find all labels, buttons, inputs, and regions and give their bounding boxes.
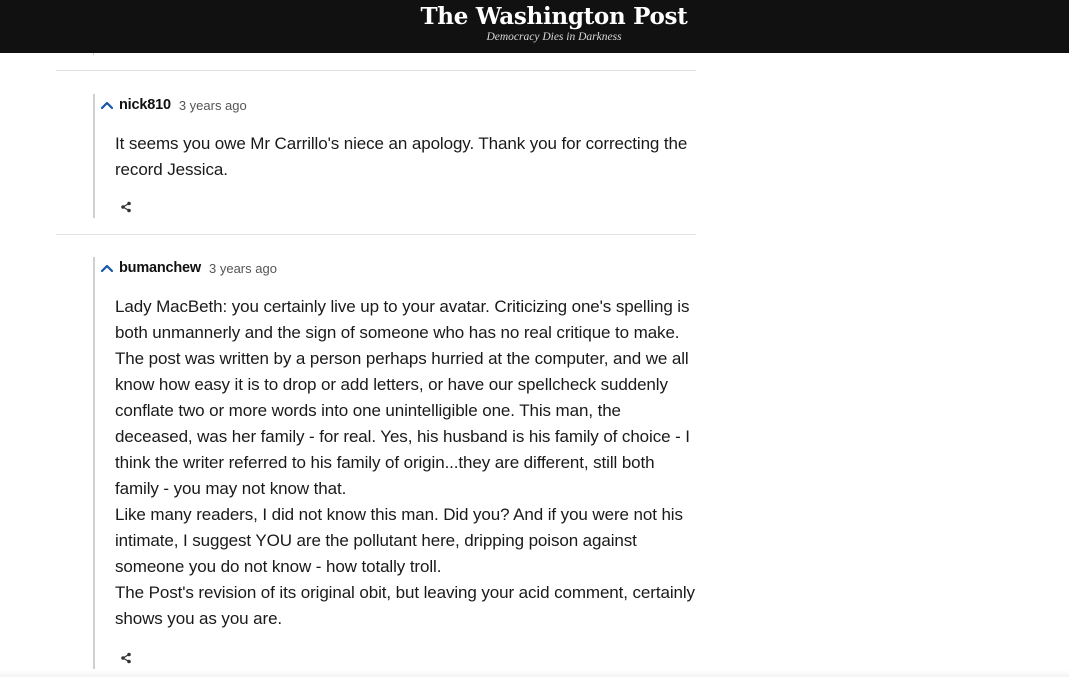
chevron-up-icon	[100, 100, 114, 110]
comment-paragraph: The post was written by a person perhaps hurried at the computer, and we all know how easy it is to drop or add letters, or have our spellcheck suddenly conflate two or more words into one unintelligible one. This man, the deceased, was her family - for real. Yes, his husband is his family of choice - I think the writer referred to his family of origin...they are different, still both family - you may not know that.	[115, 349, 690, 498]
comment-username[interactable]: nick810	[119, 97, 171, 113]
chevron-up-icon	[100, 263, 114, 273]
masthead[interactable]	[0, 2, 1069, 43]
comment-paragraph: Like many readers, I did not know this man. Did you? And if you were not his intimate, I suggest YOU are the pollutant here, dripping poison against someone you do not know - how totally troll.	[115, 505, 683, 576]
comment-timestamp[interactable]: 3 years ago	[209, 260, 277, 276]
comment-item	[93, 94, 696, 218]
comment-divider	[56, 70, 696, 71]
thread-line	[93, 94, 95, 218]
comment-item	[93, 257, 696, 669]
comment-header	[99, 258, 277, 278]
collapse-thread-button[interactable]	[99, 97, 115, 113]
site-logo[interactable]: The Washington Post	[420, 3, 688, 30]
bottom-edge-shadow	[0, 670, 1069, 677]
comment-paragraph: Lady MacBeth: you certainly live up to your avatar. Criticizing one's spelling is both unmannerly and the sign of someone who has no real critique to make.	[115, 297, 690, 342]
thread-line	[93, 257, 95, 669]
share-button[interactable]	[118, 199, 134, 215]
share-icon	[120, 201, 132, 213]
comment-body	[115, 294, 696, 632]
comment-username[interactable]: bumanchew	[119, 260, 201, 276]
collapse-thread-button[interactable]	[99, 260, 115, 276]
share-button[interactable]	[118, 650, 134, 666]
site-tagline: Democracy Dies in Darkness	[486, 31, 622, 43]
comment-paragraph: It seems you owe Mr Carrillo's niece an apology. Thank you for correcting the record Jessica.	[115, 134, 688, 179]
comment-divider	[56, 234, 696, 235]
comment-header	[99, 95, 247, 115]
comment-paragraph: The Post's revision of its original obit, but leaving your acid comment, certainly shows you as you are.	[115, 583, 695, 628]
share-icon	[120, 652, 132, 664]
site-header	[0, 0, 1069, 53]
comment-timestamp[interactable]: 3 years ago	[178, 97, 247, 113]
comment-body	[115, 131, 696, 183]
